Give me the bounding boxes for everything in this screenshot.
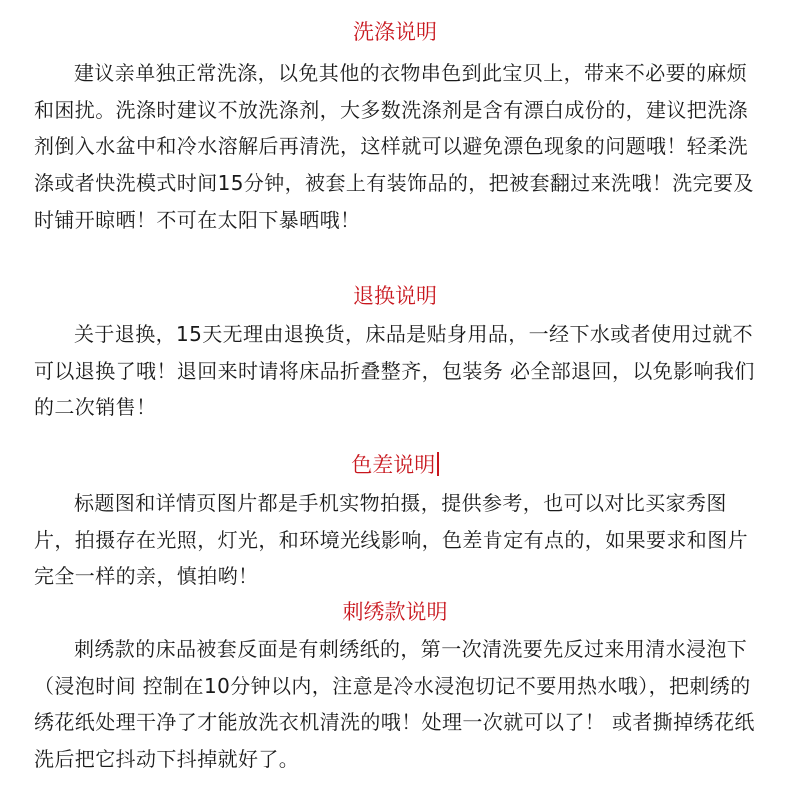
text-cursor xyxy=(437,452,439,476)
embroidery-instructions-text: 刺绣款的床品被套反面是有刺绣纸的，第一次清洗要先反过来用清水浸泡下（浸泡时间 控制在10分钟以内，注意是冷水浸泡切记不要用热水哦），把刺绣的绣花纸处理干净了才能放洗衣机清洗的哦！处理一次就可以了！ 或者撕掉绣花纸洗后把它抖动下抖掉就好了。 xyxy=(34,637,755,772)
color-difference-title xyxy=(0,450,790,480)
return-instructions-title: 退换说明 xyxy=(353,284,437,308)
return-instructions-text: 关于退换，15天无理由退换货，床品是贴身用品，一经下水或者使用过就不可以退换了哦！退回来时请将床品折叠整齐，包装务 必全部退回，以免影响我们的二次销售！ xyxy=(34,322,755,420)
color-difference-title-text: 色差说明 xyxy=(351,453,436,477)
embroidery-instructions-title: 刺绣款说明 xyxy=(342,600,448,624)
washing-instructions-text: 建议亲单独正常洗涤，以免其他的衣物串色到此宝贝上，带来不必要的麻烦和困扰。洗涤时建议不放洗涤剂，大多数洗涤剂是含有漂白成份的，建议把洗涤剂倒入水盆中和冷水溶解后再清洗，这样就可以避免漂色现象的问题哦！轻柔洗涤或者快洗模式时间15分钟，被套上有装饰品的，把被套翻过来洗哦！洗完要及时铺开晾晒！不可在太阳下暴晒哦！ xyxy=(34,61,754,232)
washing-instructions-title: 洗涤说明 xyxy=(353,20,437,44)
color-difference-text: 标题图和详情页图片都是手机实物拍摄，提供参考，也可以对比买家秀图片，拍摄存在光照，灯光，和环境光线影响，色差肯定有点的，如果要求和图片完全一样的亲，慎拍哟！ xyxy=(34,491,748,589)
